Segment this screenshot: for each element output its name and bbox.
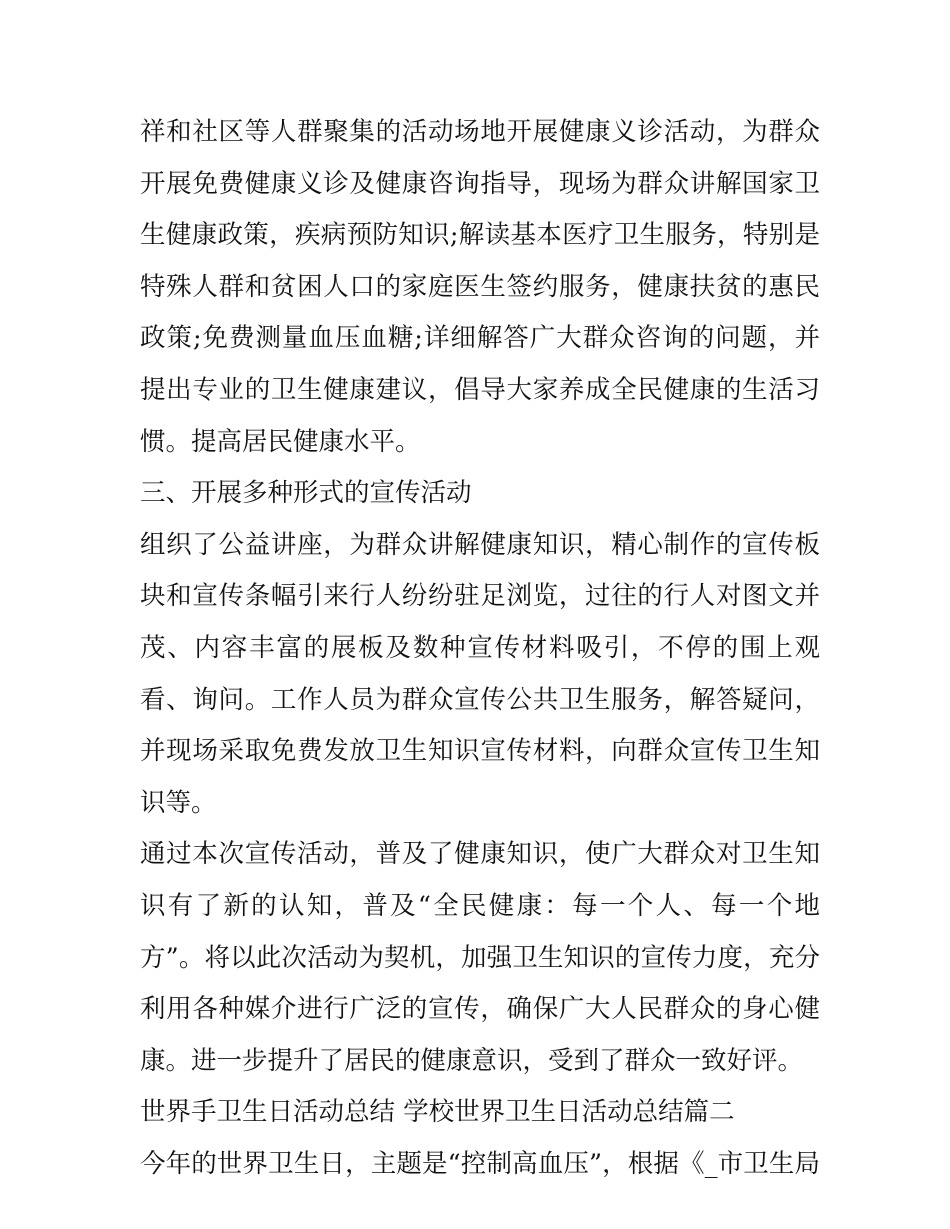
- article-title-part-two: 世界手卫生日活动总结 学校世界卫生日活动总结篇二: [140, 1097, 735, 1128]
- section-heading-publicity: 三、开展多种形式的宣传活动: [140, 478, 472, 509]
- paragraph-health-clinic: 祥和社区等人群聚集的活动场地开展健康义诊活动，为群众开展免费健康义诊及健康咨询指导，现场为群众讲解国家卫生健康政策，疾病预防知识;解读基本医疗卫生服务，特别是特殊人群和贫困人口的家庭医生签约服务，健康扶贫的惠民政策;免费测量血压血糖;详细解答广大群众咨询的问题，并提出专业的卫生健康建议，倡导大家养成全民健康的生活习惯。提高居民健康水平。: [140, 117, 820, 457]
- document-body: [140, 107, 820, 1190]
- paragraph-world-health-day: 今年的世界卫生日，主题是“控制高血压”，根据《_市卫生局: [140, 1148, 820, 1179]
- paragraph-lecture: 组织了公益讲座，为群众讲解健康知识，精心制作的宣传板块和宣传条幅引来行人纷纷驻足浏览，过往的行人对图文并茂、内容丰富的展板及数种宣传材料吸引，不停的围上观看、询问。工作人员为群众宣传公共卫生服务，解答疑问，并现场采取免费发放卫生知识宣传材料，向群众宣传卫生知识等。: [140, 529, 820, 818]
- paragraph-summary: 通过本次宣传活动，普及了健康知识，使广大群众对卫生知识有了新的认知，普及“全民健康：每一个人、每一个地方”。将以此次活动为契机，加强卫生知识的宣传力度，充分利用各种媒介进行广泛的宣传，确保广大人民群众的身心健康。进一步提升了居民的健康意识，受到了群众一致好评。: [140, 839, 820, 1076]
